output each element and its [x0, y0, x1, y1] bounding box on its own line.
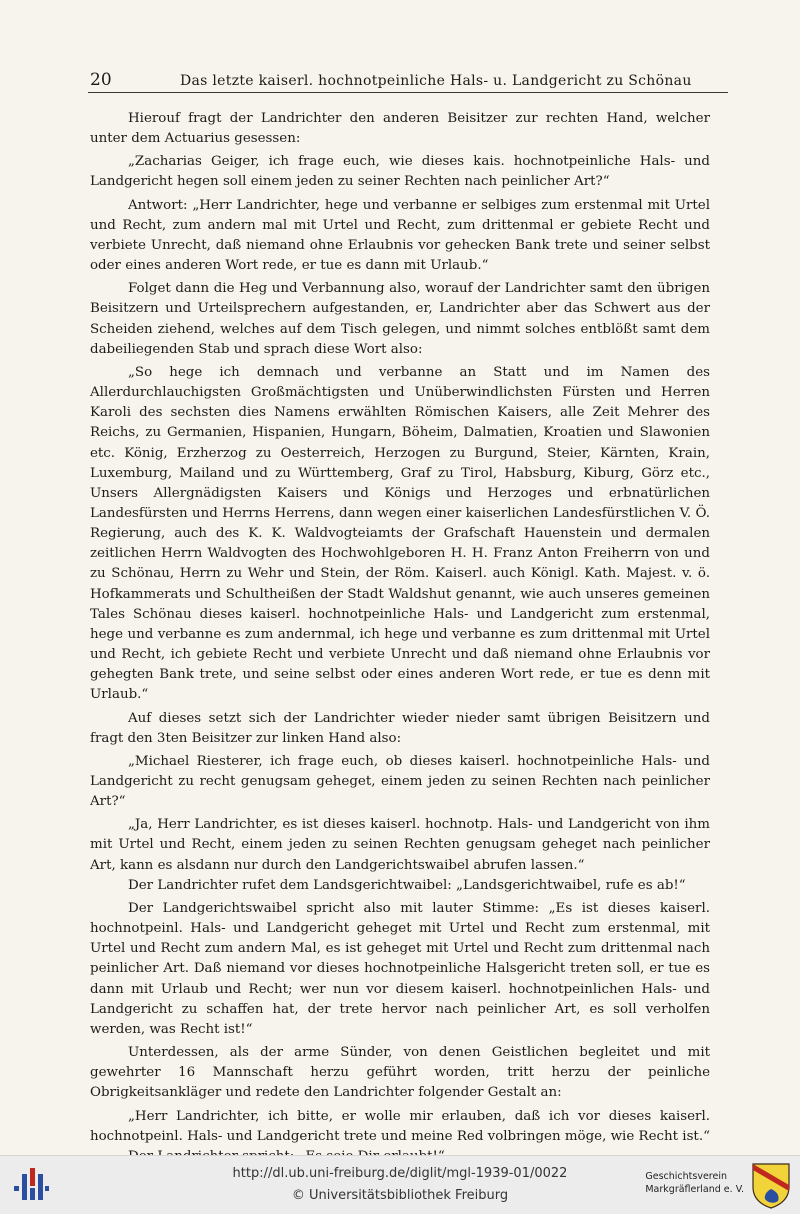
page-header: [88, 70, 728, 93]
paragraph: Folget dann die Heg und Verbannung also, worauf der Landrichter samt den übrigen Beisitzern und Urteilsprechern aufgestanden, er, Landrichter aber das Schwert aus der Scheiden ziehend, welches auf dem Tisch gelegen, und nimmt solches entblößt samt dem dabeiliegenden Stab und sprach diese Wort also:: [90, 281, 710, 357]
copyright-text: © Universitätsbibliothek Freiburg: [291, 1188, 509, 1203]
paragraph: Der Landgerichtswaibel spricht also mit lauter Stimme: „Es ist dieses kaiserl. hochnotpeinl. Hals- und Landgericht geheget mit Urtel und Recht zum erstenmal, mit Urtel und Recht zum andern Mal, es ist geheget mit Urtel und Recht zum drittenmal nach peinlicher Art. Daß niemand vor dieses hochnotpeinliche Halsgericht treten soll, er tue es dann mit Urlaub und Recht; wer nun vor diesem kaiserl. hochnotpeinlichen Hals- und Landgericht zu schaffen hat, der trete hervor nach peinlicher Art, es soll verholfen werden, was Recht ist!“: [90, 900, 710, 1037]
paragraph: „Michael Riesterer, ich frage euch, ob dieses kaiserl. hochnotpeinliche Hals- und Landgericht zu recht genugsam geheget, einem jeden zu seinen Rechten nach peinlicher Art?“: [90, 753, 710, 810]
paragraph: Der Landrichter rufet dem Landsgerichtwaibel: „Landsgerichtwaibel, rufe es ab!“: [128, 877, 686, 893]
paragraph: „Herr Landrichter, ich bitte, er wolle mir erlauben, daß ich vor dieses kaiserl. hochnotpeinl. Hals- und Landgericht trete und meine Red volbringen möge, wie Recht ist.“: [90, 1108, 710, 1144]
paragraph: Hierouf fragt der Landrichter den anderen Beisitzer zur rechten Hand, welcher unter dem Actuarius gesessen:: [90, 111, 710, 147]
society-line: Geschichtsverein: [645, 1171, 727, 1182]
society-line: Markgräflerland e. V.: [645, 1184, 744, 1195]
coat-of-arms-icon[interactable]: [750, 1161, 792, 1209]
document-url-link[interactable]: http://dl.ub.uni-freiburg.de/diglit/mgl-1939-01/0022: [232, 1166, 568, 1181]
paragraph: „Ja, Herr Landrichter, es ist dieses kaiserl. hochnotp. Hals- und Landgericht von ihm mit Urtel und Recht, einem jeden zu seinen Rechten genugsam geheget nach peinlicher Art, kann es alsdann nur durch den Landgerichtswaibel abrufen lassen.“: [90, 817, 710, 873]
running-title: Das letzte kaiserl. hochnotpeinliche Hals- u. Landgericht zu Schönau: [180, 73, 692, 89]
paragraph: „Zacharias Geiger, ich frage euch, wie dieses kais. hochnotpeinliche Hals- und Landgericht hegen soll einem jeden zu seiner Rechten nach peinlicher Art?“: [90, 154, 710, 190]
paragraph: „So hege ich demnach und verbanne an Statt und im Namen des Allerdurchlauchigsten Großmächtigsten und Unüberwindlichsten Fürsten und Herren Karoli des sechsten dies Namens erwählten Römischen Kaisers, alle Zeit Mehrer des Reichs, zu Germanien, Hispanien, Hungarn, Böheim, Dalmatien, Kroatien und Slawonien etc. König, Erzherzog zu Oesterreich, Herzogen zu Burgund, Steier, Kärnten, Krain, Luxemburg, Mailand und zu Württemberg, Graf zu Tirol, Habsburg, Kiburg, Görz etc., Unsers Allergnädigsten Kaisers und Königs und Herzoges und erbnatürlichen Landesfürsten und Herrns Herrens, dann wegen einer kaiserlichen Landesfürstlichen V. Ö. Regierung, auch des K. K. Waldvogteiamts der Grafschaft Hauenstein und dermalen zeitlichen Herrn Waldvogten des Hochwohlgeboren H. H. Franz Anton Freiherrn von und zu Schönau, Herrn zu Wehr und Stein, der Röm. Kaiserl. auch Königl. Kath. Majest. v. ö. Hofkammerats und Schultheißen der Stadt Waldshut genannt, wie auch unseres gemeinen Tales Schönau dieses kaiserl. hochnotpeinliche Hals- und Landgericht zum erstenmal, hege und verbanne es zum andernmal, ich hege und verbanne es zum drittenmal mit Urtel und Recht, ich gebiete Recht und verbiete Unrecht und daß niemand ohne Erlaubnis vor gehegten Bank trete, und seine selbst oder eines anderen Wort rede, er tue es denn mit Urlaub.“: [90, 364, 710, 703]
page-number: 20: [90, 70, 112, 90]
viewer-footer: [0, 1155, 800, 1214]
paragraph: Antwort: „Herr Landrichter, hege und verbanne er selbiges zum erstenmal mit Urtel und Recht, zum andern mal mit Urtel und Recht, zum drittenmal er gebiete Recht und verbiete Unrecht, daß niemand ohne Erlaubnis vor gehecken Bank trete und seiner selbst oder eines anderen Wort rede, er tue es dann mit Urlaub.“: [90, 197, 710, 274]
paragraph: Unterdessen, als der arme Sünder, von denen Geistlichen begleitet und mit gewehrter 16 Mannschaft herzu geführt worden, tritt herzu der peinliche Obrigkeitsankläger und redete den Landrichter folgender Gestalt an:: [90, 1045, 710, 1101]
body-text: [90, 106, 710, 1167]
paragraph: Auf dieses setzt sich der Landrichter wieder nieder samt übrigen Beisitzern und fragt den 3ten Beisitzer zur linken Hand also:: [90, 710, 710, 746]
society-name: [645, 1170, 744, 1196]
